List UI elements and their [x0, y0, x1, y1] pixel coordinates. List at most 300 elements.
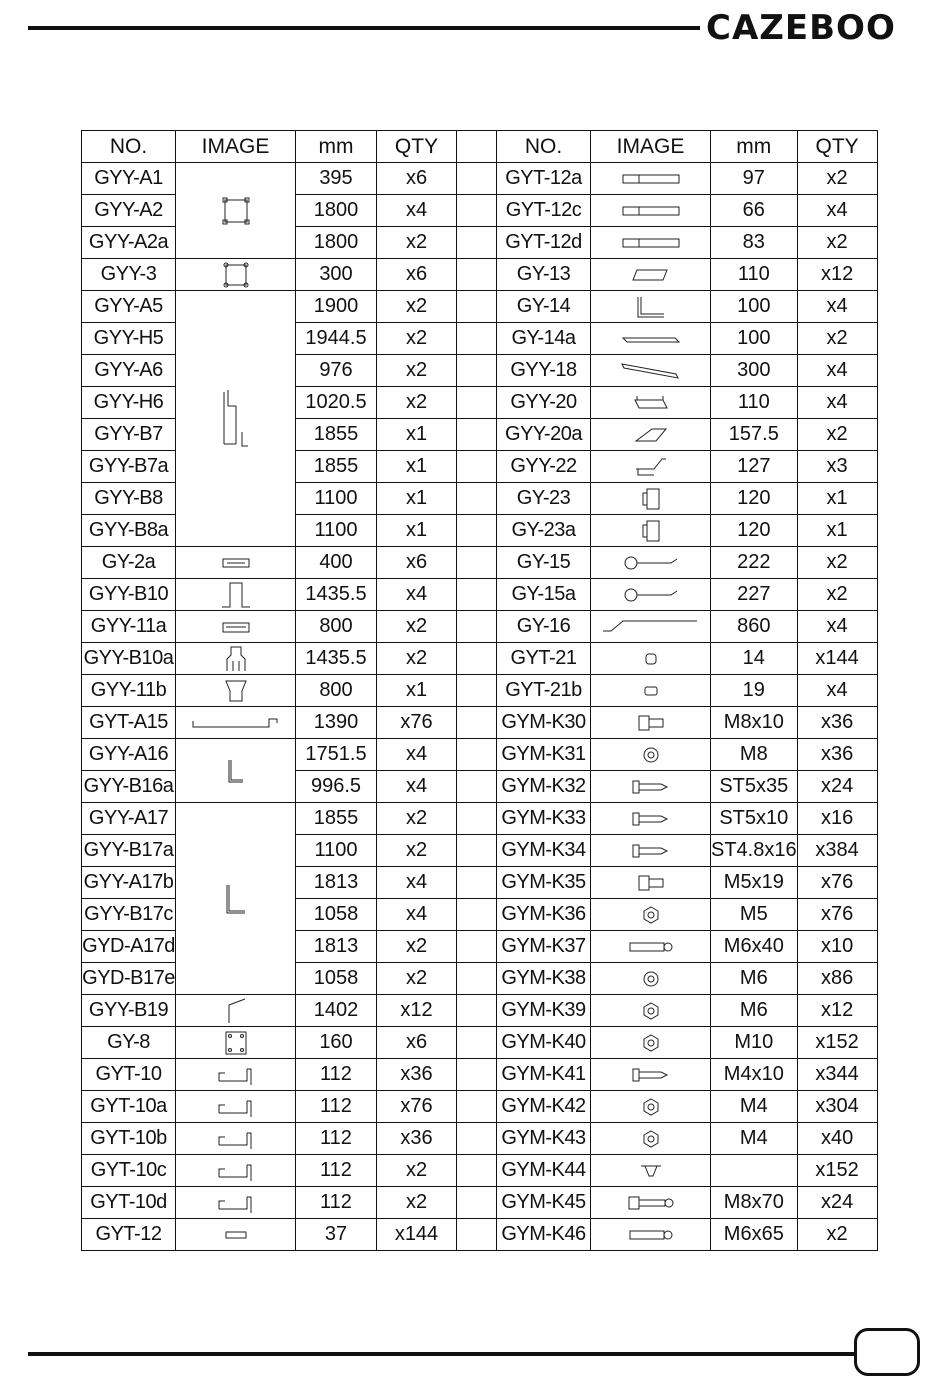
column-gap: [457, 1187, 497, 1219]
part-quantity: x1: [377, 515, 457, 547]
part-quantity: x2: [797, 579, 877, 611]
part-number: GYM-K43: [497, 1123, 591, 1155]
part-length: 1402: [296, 995, 377, 1027]
part-quantity: x2: [377, 291, 457, 323]
part-quantity: x16: [797, 803, 877, 835]
part-quantity: x344: [797, 1059, 877, 1091]
header-row: [82, 131, 878, 163]
part-quantity: x144: [797, 643, 877, 675]
column-gap: [457, 867, 497, 899]
header-no: NO.: [82, 131, 176, 163]
nut-icon: [591, 1097, 710, 1117]
part-length: 100: [711, 323, 798, 355]
part-length: M6x65: [711, 1219, 798, 1251]
part-length: 66: [711, 195, 798, 227]
column-gap: [457, 643, 497, 675]
part-length: M6x40: [711, 931, 798, 963]
bracket-icon: [176, 1159, 295, 1183]
part-number: GYY-18: [497, 355, 591, 387]
part-quantity: x76: [797, 899, 877, 931]
part-length: 1944.5: [296, 323, 377, 355]
part-number: GYM-K36: [497, 899, 591, 931]
part-quantity: x2: [797, 1219, 877, 1251]
header-image: IMAGE: [176, 131, 296, 163]
part-number: GY-14a: [497, 323, 591, 355]
screw-icon: [591, 810, 710, 828]
part-number: GYY-11b: [82, 675, 176, 707]
part-length: 1800: [296, 227, 377, 259]
part-quantity: x4: [377, 899, 457, 931]
part-quantity: x2: [377, 387, 457, 419]
bracket-icon: [176, 1191, 295, 1215]
part-number: GYM-K45: [497, 1187, 591, 1219]
part-number: GYT-12d: [497, 227, 591, 259]
part-length: 112: [296, 1059, 377, 1091]
part-image: [176, 579, 296, 611]
hinge-icon: [591, 425, 710, 445]
column-gap: [457, 835, 497, 867]
t-post-icon: [176, 581, 295, 609]
part-quantity: x12: [797, 259, 877, 291]
part-image: [176, 291, 296, 547]
part-image: [176, 995, 296, 1027]
part-quantity: x1: [377, 419, 457, 451]
part-image: [176, 1059, 296, 1091]
part-quantity: x40: [797, 1123, 877, 1155]
part-quantity: x24: [797, 771, 877, 803]
part-image: [591, 259, 711, 291]
washer-icon: [591, 969, 710, 989]
part-quantity: x144: [377, 1219, 457, 1251]
part-image: [591, 1091, 711, 1123]
angle-small-icon: [176, 758, 295, 784]
part-number: GYM-K31: [497, 739, 591, 771]
short-tube-icon: [176, 555, 295, 571]
part-length: 1813: [296, 867, 377, 899]
part-number: GYM-K44: [497, 1155, 591, 1187]
part-quantity: x24: [797, 1187, 877, 1219]
nut-icon: [591, 1129, 710, 1149]
part-number: GYM-K38: [497, 963, 591, 995]
nut-icon: [591, 905, 710, 925]
table-row: [82, 611, 878, 643]
part-number: GYY-A2: [82, 195, 176, 227]
long-rod-icon: [591, 619, 710, 635]
part-number: GYY-A17b: [82, 867, 176, 899]
part-length: M6: [711, 995, 798, 1027]
part-length: M8: [711, 739, 798, 771]
part-image: [176, 643, 296, 675]
part-image: [591, 547, 711, 579]
part-number: GY-13: [497, 259, 591, 291]
part-image: [176, 803, 296, 995]
part-length: 1855: [296, 803, 377, 835]
bolt-short-icon: [591, 713, 710, 733]
part-number: GYD-A17d: [82, 931, 176, 963]
part-length: 1100: [296, 515, 377, 547]
bolt-short-icon: [591, 873, 710, 893]
table-row: [82, 579, 878, 611]
part-quantity: x2: [797, 419, 877, 451]
part-image: [176, 1091, 296, 1123]
column-gap: [457, 227, 497, 259]
part-length: ST5x10: [711, 803, 798, 835]
part-number: GYY-A1: [82, 163, 176, 195]
part-length: 800: [296, 675, 377, 707]
part-image: [591, 291, 711, 323]
part-quantity: x384: [797, 835, 877, 867]
column-gap: [457, 931, 497, 963]
part-length: 1855: [296, 419, 377, 451]
part-number: GY-8: [82, 1027, 176, 1059]
part-number: GYY-20a: [497, 419, 591, 451]
part-length: 1058: [296, 899, 377, 931]
bracket-icon: [176, 1127, 295, 1151]
table-row: [82, 291, 878, 323]
part-image: [591, 355, 711, 387]
column-gap: [457, 483, 497, 515]
part-number: GY-16: [497, 611, 591, 643]
part-image: [591, 451, 711, 483]
part-number: GYY-B17c: [82, 899, 176, 931]
part-quantity: x2: [377, 227, 457, 259]
table-row: [82, 547, 878, 579]
part-image: [176, 739, 296, 803]
part-number: GYY-B10: [82, 579, 176, 611]
pin-icon: [176, 1227, 295, 1243]
column-gap: [457, 1219, 497, 1251]
column-gap: [457, 579, 497, 611]
part-length: 860: [711, 611, 798, 643]
part-quantity: x3: [797, 451, 877, 483]
latch-icon: [591, 517, 710, 545]
table-row: [82, 1187, 878, 1219]
channel-icon: [591, 394, 710, 412]
table-row: [82, 259, 878, 291]
part-image: [591, 1219, 711, 1251]
latch-icon: [591, 485, 710, 513]
part-quantity: x4: [377, 867, 457, 899]
column-gap: [457, 259, 497, 291]
part-number: GYM-K42: [497, 1091, 591, 1123]
part-length: 996.5: [296, 771, 377, 803]
part-quantity: x1: [377, 451, 457, 483]
table-row: [82, 1219, 878, 1251]
rod-icon: [591, 171, 710, 187]
header-mm: mm: [296, 131, 377, 163]
screw-icon: [591, 1066, 710, 1084]
part-number: GYM-K30: [497, 707, 591, 739]
part-image: [176, 163, 296, 259]
part-number: GYY-A17: [82, 803, 176, 835]
part-length: ST5x35: [711, 771, 798, 803]
part-length: 1058: [296, 963, 377, 995]
part-quantity: x1: [797, 515, 877, 547]
part-number: GYY-B8a: [82, 515, 176, 547]
part-number: GY-2a: [82, 547, 176, 579]
part-image: [176, 547, 296, 579]
rod-icon: [591, 235, 710, 251]
part-number: GY-23a: [497, 515, 591, 547]
part-number: GY-23: [497, 483, 591, 515]
header-qty-right: QTY: [797, 131, 877, 163]
part-image: [591, 707, 711, 739]
part-length: 112: [296, 1155, 377, 1187]
part-number: GYM-K41: [497, 1059, 591, 1091]
part-quantity: x76: [797, 867, 877, 899]
part-length: 1435.5: [296, 579, 377, 611]
part-image: [591, 195, 711, 227]
part-image: [591, 675, 711, 707]
part-number: GYY-B16a: [82, 771, 176, 803]
handle-icon: [591, 585, 710, 605]
part-number: GYY-11a: [82, 611, 176, 643]
part-length: 1100: [296, 483, 377, 515]
table-row: [82, 803, 878, 835]
part-number: GY-15a: [497, 579, 591, 611]
column-gap: [457, 195, 497, 227]
part-image: [591, 387, 711, 419]
part-length: 400: [296, 547, 377, 579]
part-image: [176, 1027, 296, 1059]
column-gap: [457, 1155, 497, 1187]
table-row: [82, 643, 878, 675]
part-image: [176, 707, 296, 739]
part-quantity: x4: [797, 387, 877, 419]
part-number: GYM-K33: [497, 803, 591, 835]
part-image: [591, 867, 711, 899]
part-quantity: x2: [377, 835, 457, 867]
part-quantity: x86: [797, 963, 877, 995]
frame-square-icon: [176, 197, 295, 225]
part-image: [591, 899, 711, 931]
part-length: 1800: [296, 195, 377, 227]
header-qty: QTY: [377, 131, 457, 163]
part-quantity: x36: [797, 739, 877, 771]
part-number: GYT-10c: [82, 1155, 176, 1187]
part-number: GYM-K37: [497, 931, 591, 963]
column-gap: [457, 899, 497, 931]
part-length: 19: [711, 675, 798, 707]
part-image: [176, 1123, 296, 1155]
top-rule: [28, 26, 700, 30]
table-row: [82, 1123, 878, 1155]
part-quantity: x4: [797, 675, 877, 707]
connector-icon: [176, 619, 295, 635]
part-image: [591, 771, 711, 803]
column-gap: [457, 739, 497, 771]
part-number: GYY-B19: [82, 995, 176, 1027]
sleeve-icon: [591, 682, 710, 700]
part-quantity: x2: [377, 643, 457, 675]
part-image: [176, 1155, 296, 1187]
part-quantity: x152: [797, 1027, 877, 1059]
part-length: 110: [711, 259, 798, 291]
nut-icon: [591, 1001, 710, 1021]
part-length: M10: [711, 1027, 798, 1059]
column-gap: [457, 1027, 497, 1059]
part-number: GYD-B17e: [82, 963, 176, 995]
part-quantity: x1: [377, 675, 457, 707]
table-row: [82, 1155, 878, 1187]
rod-icon: [591, 203, 710, 219]
part-quantity: x2: [797, 323, 877, 355]
part-length: M4x10: [711, 1059, 798, 1091]
column-gap: [457, 355, 497, 387]
column-gap: [457, 547, 497, 579]
part-length: M6: [711, 963, 798, 995]
part-quantity: x12: [377, 995, 457, 1027]
part-quantity: x2: [377, 611, 457, 643]
header-no-right: NO.: [497, 131, 591, 163]
part-image: [591, 611, 711, 643]
part-number: GYT-10: [82, 1059, 176, 1091]
part-image: [591, 579, 711, 611]
part-length: 1435.5: [296, 643, 377, 675]
part-quantity: x152: [797, 1155, 877, 1187]
part-number: GYY-A6: [82, 355, 176, 387]
part-length: 157.5: [711, 419, 798, 451]
part-quantity: x4: [797, 355, 877, 387]
part-quantity: x2: [377, 803, 457, 835]
part-length: 222: [711, 547, 798, 579]
column-gap: [457, 387, 497, 419]
column-gap: [457, 1091, 497, 1123]
table-row: [82, 1091, 878, 1123]
part-image: [591, 803, 711, 835]
part-image: [591, 931, 711, 963]
part-quantity: x2: [377, 963, 457, 995]
column-gap: [457, 419, 497, 451]
header-image-right: IMAGE: [591, 131, 711, 163]
part-quantity: x12: [797, 995, 877, 1027]
part-image: [591, 643, 711, 675]
part-image: [591, 1155, 711, 1187]
part-number: GY-15: [497, 547, 591, 579]
part-quantity: x36: [377, 1123, 457, 1155]
part-image: [176, 259, 296, 291]
part-quantity: x4: [377, 579, 457, 611]
part-length: M4: [711, 1123, 798, 1155]
part-length: 800: [296, 611, 377, 643]
part-image: [591, 963, 711, 995]
part-number: GYY-3: [82, 259, 176, 291]
part-length: 300: [711, 355, 798, 387]
part-number: GYM-K34: [497, 835, 591, 867]
screw-icon: [591, 778, 710, 796]
part-length: 160: [296, 1027, 377, 1059]
part-length: 976: [296, 355, 377, 387]
part-length: 395: [296, 163, 377, 195]
part-length: 112: [296, 1123, 377, 1155]
part-number: GYM-K35: [497, 867, 591, 899]
part-length: 120: [711, 515, 798, 547]
part-number: GYY-B8: [82, 483, 176, 515]
part-quantity: x36: [797, 707, 877, 739]
nut-icon: [591, 1033, 710, 1053]
hook-icon: [591, 455, 710, 479]
part-image: [591, 739, 711, 771]
part-number: GYT-10a: [82, 1091, 176, 1123]
flat-plate-icon: [591, 266, 710, 284]
part-number: GYM-K32: [497, 771, 591, 803]
part-number: GYY-B7a: [82, 451, 176, 483]
part-length: 300: [296, 259, 377, 291]
part-quantity: x4: [377, 771, 457, 803]
part-length: 112: [296, 1187, 377, 1219]
part-quantity: x4: [377, 739, 457, 771]
column-gap: [457, 707, 497, 739]
part-number: GYY-B17a: [82, 835, 176, 867]
part-number: GYY-22: [497, 451, 591, 483]
part-image: [591, 835, 711, 867]
table-row: [82, 675, 878, 707]
part-image: [591, 1027, 711, 1059]
part-image: [591, 227, 711, 259]
part-number: GYM-K40: [497, 1027, 591, 1059]
parts-table: [81, 130, 878, 1251]
part-length: 1390: [296, 707, 377, 739]
part-quantity: x76: [377, 1091, 457, 1123]
part-quantity: x4: [797, 195, 877, 227]
part-number: GYY-20: [497, 387, 591, 419]
column-gap: [457, 451, 497, 483]
part-image: [591, 163, 711, 195]
part-quantity: x4: [797, 611, 877, 643]
column-gap: [457, 771, 497, 803]
diagonal-bar-icon: [591, 360, 710, 382]
part-number: GYY-A5: [82, 291, 176, 323]
column-gap: [457, 1059, 497, 1091]
part-quantity: x76: [377, 707, 457, 739]
part-length: 110: [711, 387, 798, 419]
upright-post-icon: [176, 388, 295, 450]
part-length: 1100: [296, 835, 377, 867]
table-row: [82, 707, 878, 739]
part-length: 120: [711, 483, 798, 515]
column-gap: [457, 803, 497, 835]
part-length: ST4.8x16: [711, 835, 798, 867]
part-number: GYT-10d: [82, 1187, 176, 1219]
table-row: [82, 163, 878, 195]
part-image: [591, 483, 711, 515]
column-gap: [457, 131, 497, 163]
part-number: GY-14: [497, 291, 591, 323]
part-number: GYY-H5: [82, 323, 176, 355]
part-quantity: x1: [377, 483, 457, 515]
part-quantity: x2: [377, 931, 457, 963]
part-length: 127: [711, 451, 798, 483]
part-quantity: x2: [797, 547, 877, 579]
plug-icon: [591, 650, 710, 668]
part-quantity: x36: [377, 1059, 457, 1091]
part-quantity: x2: [377, 323, 457, 355]
washer-icon: [591, 745, 710, 765]
brand-logo: CAZEBOO: [706, 8, 896, 48]
column-gap: [457, 323, 497, 355]
part-quantity: x6: [377, 547, 457, 579]
part-image: [591, 323, 711, 355]
anchor-bolt-icon: [591, 1193, 710, 1213]
part-length: 97: [711, 163, 798, 195]
bolt-long-icon: [591, 1226, 710, 1244]
part-length: 1020.5: [296, 387, 377, 419]
cap-icon: [591, 1162, 710, 1180]
part-image: [176, 1187, 296, 1219]
part-quantity: x2: [377, 1155, 457, 1187]
bottom-rule: [28, 1352, 854, 1356]
part-quantity: x2: [377, 355, 457, 387]
